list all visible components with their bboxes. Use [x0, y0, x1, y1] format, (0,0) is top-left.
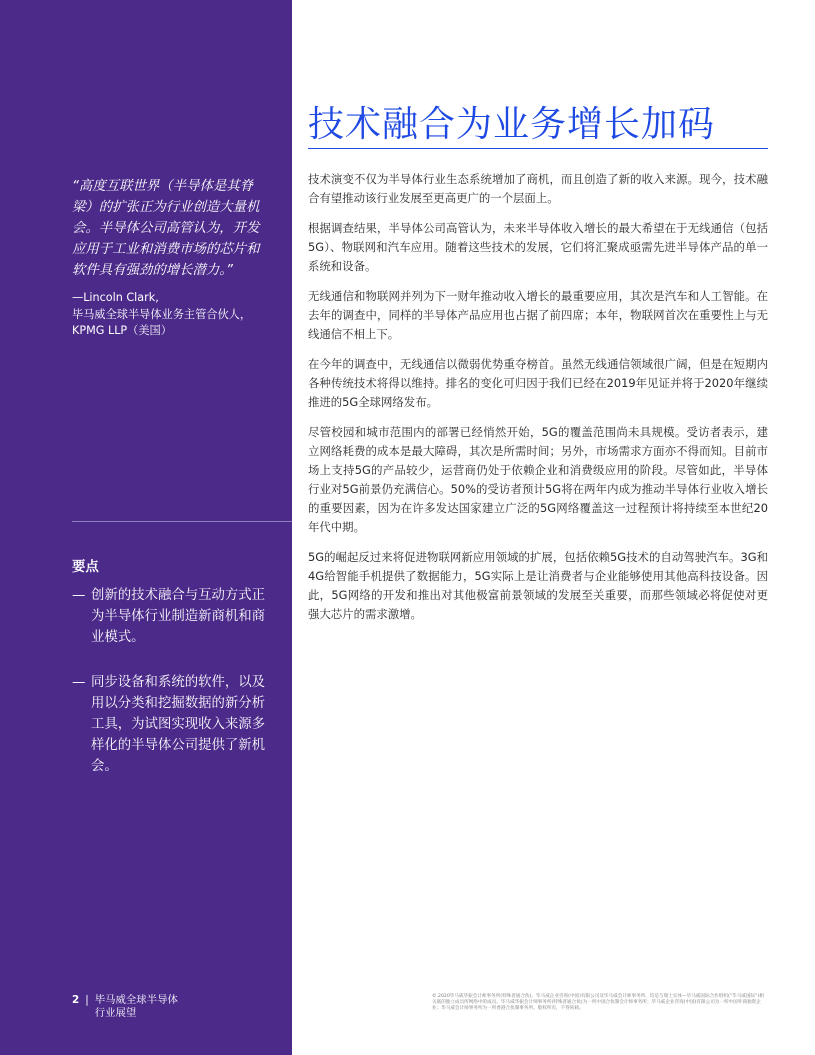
- publication-name: [95, 994, 178, 1020]
- keypoint-item: [72, 672, 272, 777]
- attribution-title: 毕马威全球半导体业务主管合伙人，KPMG LLP（美国）: [72, 307, 252, 337]
- paragraph: 根据调查结果，半导体公司高管认为，未来半导体收入增长的最大希望在于无线通信（包括5G）、物联网和汽车应用。随着这些技术的发展，它们将汇聚成亟需先进半导体产品的单一系统和设备。: [308, 221, 768, 273]
- article-body: [308, 170, 768, 635]
- dash-bullet: —: [72, 675, 86, 690]
- paragraph: 在今年的调查中，无线通信以微弱优势重夺榜首。虽然无线通信领域很广阔，但是在短期内各种传统技术将得以维持。排名的变化可归因于我们已经在2019年见证并将于2020年继续推进的5G全球网络发布。: [308, 357, 768, 409]
- publication-line-1: 毕马威全球半导体: [94, 994, 178, 1006]
- page-number: 2: [72, 994, 80, 1006]
- keypoints-heading: 要点: [72, 560, 99, 575]
- attribution-name: —Lincoln Clark,: [72, 291, 159, 304]
- legal-notice: © 2020毕马威华振会计师事务所(特殊普通合伙)、毕马威企业咨询(中国)有限公司及毕马威会计师事务所，均是与瑞士实体—毕马威国际合作组织(“毕马威国际”)相关联的独立成员所网络中的成员。毕马威华振会计师事务所(特殊普通合伙)为一所中国合伙制会计师事务所；毕马威企业咨询(中国)有限公司为一所中国外商独资企业；毕马威会计师事务所为一所香港合伙制事务所。版权所有，不得转载。: [432, 994, 764, 1012]
- pull-quote: “高度互联世界（半导体是其脊梁）的扩张正为行业创造大量机会。半导体公司高管认为，开发应用于工业和消费市场的芯片和软件具有强劲的增长潜力。”: [72, 179, 260, 278]
- paragraph: 技术演变不仅为半导体行业生态系统增加了商机，而且创造了新的收入来源。现今，技术融合有望推动该行业发展至更高更广的一个层面上。: [308, 172, 768, 205]
- footer-separator: |: [85, 994, 89, 1006]
- keypoint-text: 同步设备和系统的软件，以及用以分类和挖掘数据的新分析工具，为试图实现收入来源多样化的半导体公司提供了新机会。: [91, 675, 266, 774]
- quote-attribution: [72, 290, 272, 340]
- paragraph: 尽管校园和城市范围内的部署已经悄然开始，5G的覆盖范围尚未具规模。受访者表示，建立网络耗费的成本是最大障碍，其次是所需时间；另外，市场需求方面亦不得而知。目前市场上支持5G的产品较少，运营商仍处于依赖企业和消费级应用的阶段。尽管如此，半导体行业对5G前景仍充满信心。50%的受访者预计5G将在两年内成为推动半导体行业收入增长的重要因素，因为在许多发达国家建立广泛的5G网络覆盖这一过程预计将持续至本世纪20年代中期。: [308, 425, 768, 534]
- publication-line-2: 行业展望: [94, 1007, 137, 1019]
- page-footer: [72, 994, 272, 1020]
- dash-bullet: —: [72, 588, 86, 603]
- keypoint-item: [72, 585, 272, 648]
- paragraph: 5G的崛起反过来将促进物联网新应用领域的扩展，包括依赖5G技术的自动驾驶汽车。3G和4G给智能手机提供了数据能力，5G实际上是让消费者与企业能够使用其他高科技设备。因此，5G网络的开发和推出对其他极富前景领域的发展至关重要，而那些领域必将促使对更强大芯片的需求激增。: [308, 550, 768, 621]
- sidebar: [0, 0, 292, 1055]
- keypoint-text: 创新的技术融合与互动方式正为半导体行业制造新商机和商业模式。: [91, 588, 266, 645]
- paragraph: 无线通信和物联网并列为下一财年推动收入增长的最重要应用，其次是汽车和人工智能。在去年的调查中，同样的半导体产品应用也占据了前四席；本年，物联网首次在重要性上与无线通信不相上下。: [308, 289, 768, 341]
- title-underline: [308, 148, 768, 149]
- page-title: 技术融合为业务增长加码: [308, 104, 716, 145]
- sidebar-divider: [72, 521, 292, 522]
